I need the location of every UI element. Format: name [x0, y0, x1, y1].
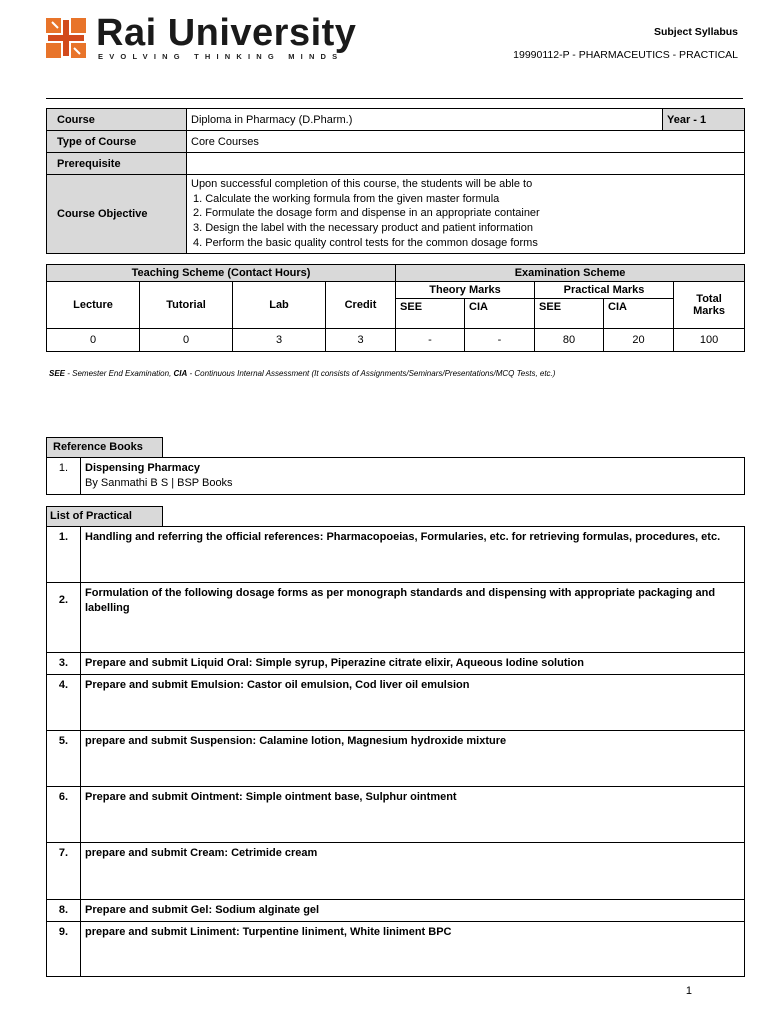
objective-intro: Upon successful completion of this course, the students will be able to [191, 178, 533, 190]
header-right [513, 26, 738, 61]
practical-text: prepare and submit Cream: Cetrimide cream [81, 843, 745, 900]
cia-abbr: CIA [173, 369, 188, 378]
practical-text: prepare and submit Suspension: Calamine lotion, Magnesium hydroxide mixture [81, 731, 745, 787]
practical-num: 3. [47, 653, 81, 675]
type-value: Core Courses [187, 131, 745, 153]
logo-tagline: EVOLVING THINKING MINDS [98, 52, 344, 61]
see-text: - Semester End Examination, [65, 369, 174, 378]
reference-entry [81, 458, 745, 495]
reference-books-title: Reference Books [46, 437, 163, 458]
col-lab: Lab [233, 282, 326, 329]
practical-row [47, 675, 745, 731]
practical-row [47, 527, 745, 583]
col-theory-cia: CIA [465, 299, 535, 329]
practical-row [47, 922, 745, 977]
practical-row [47, 583, 745, 653]
practical-text: Formulation of the following dosage forms as per monograph standards and dispensing with appropriate packaging and labelling [81, 583, 745, 653]
reference-row [47, 458, 745, 495]
header-divider [46, 98, 743, 99]
practical-text: prepare and submit Liniment: Turpentine liniment, White liniment BPC [81, 922, 745, 977]
scheme-footnote [49, 369, 555, 378]
objective-item: 1. Calculate the working formula from the given master formula [193, 192, 500, 205]
cia-text: - Continuous Internal Assessment (It consists of Assignments/Seminars/Presentations/MCQ Tests, etc.) [187, 369, 556, 378]
col-practical-cia: CIA [604, 299, 674, 329]
practical-row [47, 787, 745, 843]
practical-list-title: List of Practical [46, 506, 163, 527]
lecture-value: 0 [47, 329, 140, 352]
reference-num: 1. [47, 458, 81, 495]
university-logo [46, 12, 406, 62]
col-practical-see: SEE [535, 299, 604, 329]
subject-code: 19990112-P - PHARMACEUTICS - PRACTICAL [513, 49, 738, 61]
course-value: Diploma in Pharmacy (D.Pharm.) [187, 109, 663, 131]
exam-scheme-title: Examination Scheme [396, 265, 745, 282]
practical-see-value: 80 [535, 329, 604, 352]
col-credit: Credit [326, 282, 396, 329]
practical-row [47, 843, 745, 900]
objective-label: Course Objective [47, 175, 187, 254]
objective-item: 2. Formulate the dosage form and dispense in an appropriate container [193, 207, 540, 220]
total-marks-header: Total Marks [674, 282, 745, 329]
reference-title: Dispensing Pharmacy [85, 462, 200, 474]
practical-num: 7. [47, 843, 81, 900]
doc-type: Subject Syllabus [653, 26, 738, 38]
practical-row [47, 900, 745, 922]
col-lecture: Lecture [47, 282, 140, 329]
scheme-table [46, 264, 745, 352]
practical-num: 1. [47, 527, 81, 583]
practical-num: 4. [47, 675, 81, 731]
lab-value: 3 [233, 329, 326, 352]
practical-row [47, 731, 745, 787]
teaching-scheme-title: Teaching Scheme (Contact Hours) [47, 265, 396, 282]
col-tutorial: Tutorial [140, 282, 233, 329]
logo-title: Rai University [96, 12, 357, 54]
course-row [47, 109, 745, 131]
col-theory-see: SEE [396, 299, 465, 329]
practical-num: 8. [47, 900, 81, 922]
objective-item: 4. Perform the basic quality control tests for the common dosage forms [193, 236, 538, 249]
practical-cia-value: 20 [604, 329, 674, 352]
total-value: 100 [674, 329, 745, 352]
practical-num: 9. [47, 922, 81, 977]
year-value: Year - 1 [663, 109, 745, 131]
credit-value: 3 [326, 329, 396, 352]
objective-item: 3. Design the label with the necessary product and patient information [193, 222, 533, 235]
practical-text: Prepare and submit Liquid Oral: Simple syrup, Piperazine citrate elixir, Aqueous Iodine solution [81, 653, 745, 675]
practical-list-table [46, 526, 745, 977]
objective-row [47, 175, 745, 254]
theory-see-value: - [396, 329, 465, 352]
course-label: Course [47, 109, 187, 131]
prereq-label: Prerequisite [47, 153, 187, 175]
prereq-row [47, 153, 745, 175]
theory-cia-value: - [465, 329, 535, 352]
practical-row [47, 653, 745, 675]
prereq-value [187, 153, 745, 175]
practical-text: Prepare and submit Gel: Sodium alginate gel [81, 900, 745, 922]
tutorial-value: 0 [140, 329, 233, 352]
practical-marks-header: Practical Marks [535, 282, 674, 299]
theory-marks-header: Theory Marks [396, 282, 535, 299]
practical-text: Prepare and submit Emulsion: Castor oil emulsion, Cod liver oil emulsion [81, 675, 745, 731]
practical-text: Handling and referring the official references: Pharmacopoeias, Formularies, etc. for retrieving formulas, procedures, etc. [81, 527, 745, 583]
type-row [47, 131, 745, 153]
scheme-values-row [47, 329, 745, 352]
reference-books-table [46, 457, 745, 495]
type-label: Type of Course [47, 131, 187, 153]
practical-num: 5. [47, 731, 81, 787]
page-number: 1 [685, 985, 692, 997]
logo-emblem-icon [46, 18, 86, 58]
reference-author: By Sanmathi B S | BSP Books [85, 477, 233, 489]
practical-text: Prepare and submit Ointment: Simple ointment base, Sulphur ointment [81, 787, 745, 843]
see-abbr: SEE [49, 369, 66, 378]
course-info-table [46, 108, 745, 254]
practical-num: 2. [47, 583, 81, 653]
objective-value [187, 175, 745, 254]
practical-num: 6. [47, 787, 81, 843]
